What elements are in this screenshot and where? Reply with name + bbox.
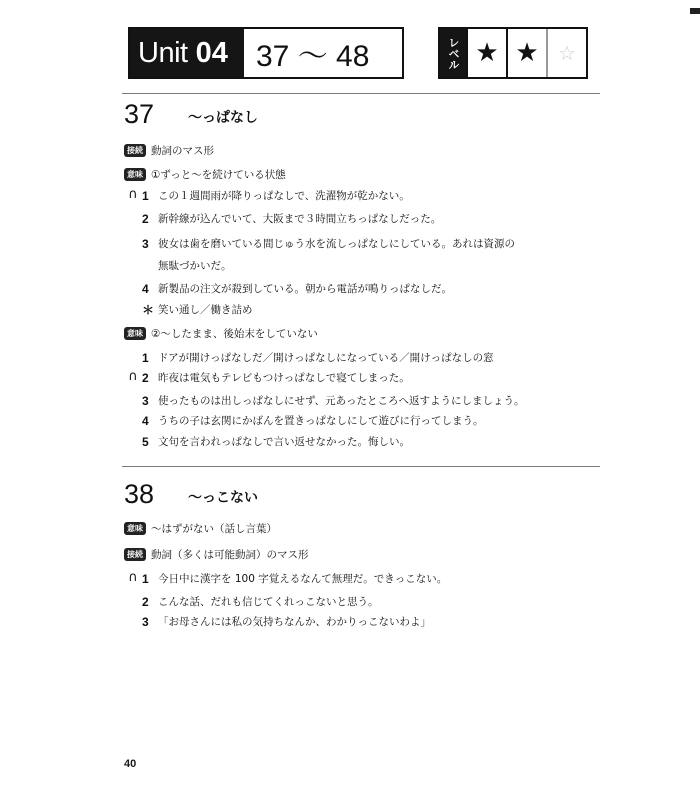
level-indicator bbox=[438, 27, 588, 79]
example-number: 2 bbox=[142, 212, 149, 226]
meaning-line bbox=[124, 326, 318, 341]
example-text: 新製品の注文が殺到している。朝から電話が鳴りっぱなしだ。 bbox=[158, 283, 452, 295]
star-empty-icon: ☆ bbox=[546, 29, 586, 77]
example-number: ＊ bbox=[142, 303, 155, 317]
connection-text: 動詞のマス形 bbox=[151, 145, 214, 157]
section-number: 37 bbox=[124, 99, 155, 129]
section-title: 〜っぱなし bbox=[188, 110, 258, 126]
unit-header bbox=[128, 27, 404, 79]
example-text: 使ったものは出しっぱなしにせず、元あったところへ返すようにしましょう。 bbox=[158, 395, 525, 407]
meaning-tag: 意味 bbox=[124, 168, 146, 181]
example-text: 昨夜は電気もテレビもつけっぱなしで寝てしまった。 bbox=[158, 372, 410, 384]
headphones-icon[interactable]: ∩ bbox=[128, 187, 138, 202]
section-number: 38 bbox=[124, 479, 155, 509]
connection-tag: 接続 bbox=[124, 548, 146, 561]
example-row bbox=[124, 236, 578, 274]
unit-range: 37 〜 48 bbox=[256, 40, 370, 73]
example-text-line: 無駄づかいだ。 bbox=[158, 260, 232, 272]
page-edge-mark bbox=[690, 8, 700, 14]
example-row bbox=[124, 350, 578, 366]
example-number: 2 bbox=[142, 595, 149, 609]
example-text: この１週間雨が降りっぱなしで、洗濯物が乾かない。 bbox=[158, 190, 410, 202]
example-row bbox=[124, 281, 578, 297]
meaning-text: ①ずっと〜を続けている状態 bbox=[151, 169, 286, 181]
example-number: 5 bbox=[142, 435, 149, 449]
example-number: 3 bbox=[142, 394, 149, 408]
unit-number: 04 bbox=[195, 36, 228, 69]
meaning-line bbox=[124, 521, 277, 536]
unit-word: Unit bbox=[138, 36, 188, 69]
example-text: 文句を言われっぱなしで言い返せなかった。悔しい。 bbox=[158, 436, 410, 448]
example-row bbox=[124, 571, 578, 587]
example-number: 3 bbox=[142, 615, 149, 629]
example-number: 3 bbox=[142, 237, 149, 251]
example-row bbox=[124, 434, 578, 450]
connection-line bbox=[124, 143, 214, 158]
star-icon: ★ bbox=[506, 29, 546, 77]
example-row bbox=[124, 614, 578, 630]
example-row bbox=[124, 370, 578, 386]
textbook-page bbox=[118, 0, 598, 800]
connection-text: 動詞（多くは可能動詞）のマス形 bbox=[151, 549, 309, 561]
example-number: 1 bbox=[142, 572, 149, 586]
example-row bbox=[124, 393, 578, 409]
section-divider bbox=[122, 466, 600, 467]
example-text: こんな話、だれも信じてくれっこないと思う。 bbox=[158, 596, 379, 608]
example-number: 2 bbox=[142, 371, 149, 385]
example-text: うちの子は玄関にかばんを置きっぱなしにして遊びに行ってしまう。 bbox=[158, 415, 484, 427]
headphones-icon[interactable]: ∩ bbox=[128, 570, 138, 585]
meaning-tag: 意味 bbox=[124, 327, 146, 340]
example-row bbox=[124, 188, 578, 204]
example-text-line: 彼女は歯を磨いている間じゅう水を流しっぱなしにしている。あれは資源の bbox=[158, 238, 515, 250]
meaning-text: ②〜したまま、後始末をしていない bbox=[151, 328, 318, 340]
example-row bbox=[124, 302, 578, 318]
connection-line bbox=[124, 547, 309, 562]
meaning-line bbox=[124, 167, 286, 182]
meaning-tag: 意味 bbox=[124, 522, 146, 535]
example-number: 1 bbox=[142, 189, 149, 203]
example-row bbox=[124, 594, 578, 610]
section-title: 〜っこない bbox=[188, 490, 258, 506]
example-text: 新幹線が込んでいて、大阪まで３時間立ちっぱなしだった。 bbox=[158, 213, 442, 225]
example-row bbox=[124, 413, 578, 429]
example-text bbox=[158, 236, 578, 274]
example-number: 4 bbox=[142, 414, 149, 428]
example-number: 4 bbox=[142, 282, 149, 296]
example-text: 今日中に漢字を 100 字覚えるなんて無理だ。できっこない。 bbox=[158, 573, 448, 585]
headphones-icon[interactable]: ∩ bbox=[128, 369, 138, 384]
example-text: 「お母さんには私の気持ちなんか、わかりっこないわよ」 bbox=[158, 616, 431, 628]
level-label: レベル bbox=[440, 29, 466, 77]
example-text: 笑い通し／働き詰め bbox=[158, 304, 253, 316]
example-row bbox=[124, 211, 578, 227]
connection-tag: 接続 bbox=[124, 144, 146, 157]
section-divider bbox=[122, 93, 600, 94]
unit-label bbox=[130, 29, 244, 77]
example-text: ドアが開けっぱなしだ／開けっぱなしになっている／開けっぱなしの窓 bbox=[158, 352, 494, 364]
page-number: 40 bbox=[124, 758, 137, 770]
example-number: 1 bbox=[142, 351, 149, 365]
meaning-text: 〜はずがない（話し言葉） bbox=[151, 523, 277, 535]
star-icon: ★ bbox=[466, 29, 506, 77]
